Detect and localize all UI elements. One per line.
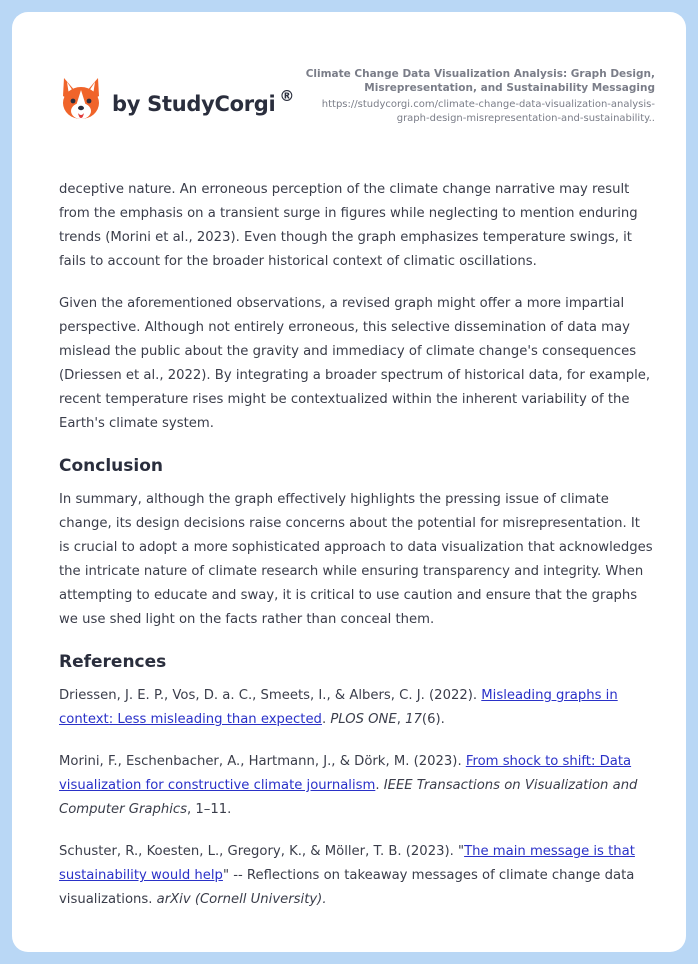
reference-item xyxy=(59,684,653,732)
reference-item xyxy=(59,750,653,822)
reference-item xyxy=(59,840,653,912)
paragraph: deceptive nature. An erroneous perception of the climate change narrative may result from the emphasis on a transient surge in figures while neglecting to mention enduring trends (Morini et al., 2023). Even though the graph emphasizes temperature swings, it fails to account for the broader historical context of climatic oscillations. xyxy=(59,182,638,269)
reference-authors: Schuster, R., Koesten, L., Gregory, K., & Möller, T. B. (2023). " xyxy=(59,844,465,859)
document-title: Climate Change Data Visualization Analysis: Graph Design, Misrepresentation, and Sustainability Messaging xyxy=(305,68,655,94)
reference-link[interactable]: From shock to shift: Data visualization for constructive climate journalism xyxy=(59,754,632,793)
reference-separator: , xyxy=(396,712,406,727)
document-meta xyxy=(305,67,655,125)
logo-text: by StudyCorgi ® xyxy=(112,86,295,116)
studycorgi-logo[interactable] xyxy=(60,76,294,122)
paragraph: Given the aforementioned observations, a revised graph might offer a more impartial perspective. Although not entirely erroneous, this selective dissemination of data may mislead the public about the gravity and immediacy of climate change's consequences (Driessen et al., 2022). By integrating a broader spectrum of historical data, for example, recent temperature rises might be contextualized within the inherent variability of the Earth's climate system. xyxy=(59,296,651,431)
reference-authors: Driessen, J. E. P., Vos, D. a. C., Smeets, I., & Albers, C. J. (2022). xyxy=(59,688,482,703)
reference-journal: PLOS ONE xyxy=(330,712,397,727)
corgi-icon xyxy=(60,76,102,122)
reference-journal: arXiv (Cornell University). xyxy=(156,892,327,907)
reference-separator: . xyxy=(321,712,331,727)
document-page xyxy=(12,12,686,952)
document-body xyxy=(59,178,653,930)
reference-journal: IEEE Transactions on Visualization and Computer Graphics xyxy=(59,778,638,817)
reference-link[interactable]: Misleading graphs in context: Less misleading than expected xyxy=(59,688,618,727)
reference-pages: , 1–11. xyxy=(187,802,232,817)
conclusion-paragraph: In summary, although the graph effectively highlights the pressing issue of climate change, its design decisions raise concerns about the potential for misrepresentation. It is crucial to adopt a more sophisticated approach to data visualization that acknowledges the intricate nature of climate research while ensuring transparency and integrity. When attempting to educate and sway, it is critical to use caution and ensure that the graphs we use shed light on the facts rather than conceal them. xyxy=(59,492,653,627)
reference-separator: . xyxy=(375,778,384,793)
reference-description: " -- Reflections on takeaway messages of climate change data visualizations. xyxy=(59,868,635,907)
conclusion-heading: Conclusion xyxy=(59,456,163,476)
document-url[interactable]: https://studycorgi.com/climate-change-data-visualization-analysis-graph-design-misrepresentation-and-sustainability.. xyxy=(321,99,655,124)
reference-authors: Morini, F., Eschenbacher, A., Hartmann, J., & Dörk, M. (2023). xyxy=(59,754,466,769)
reference-link[interactable]: The main message is that sustainability would help xyxy=(59,844,635,883)
registered-mark: ® xyxy=(279,86,295,105)
reference-issue: (6). xyxy=(421,712,445,727)
reference-volume: 17 xyxy=(405,712,422,727)
references-heading: References xyxy=(59,652,167,672)
